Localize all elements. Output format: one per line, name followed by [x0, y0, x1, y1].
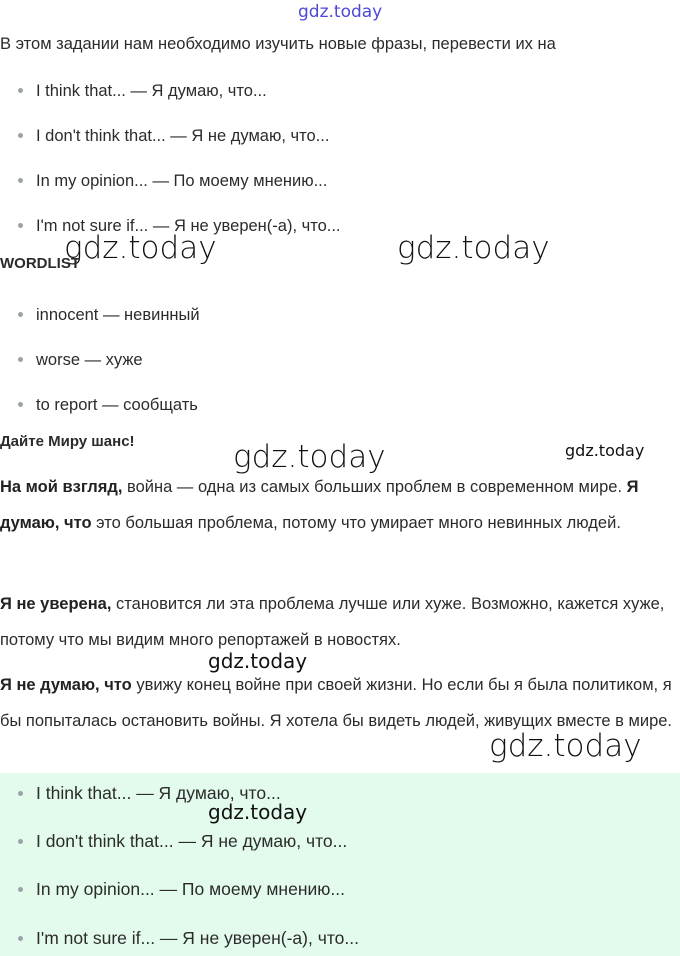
watermark: gdz.today — [298, 2, 383, 22]
list-item: I don't think that... — Я не думаю, что... — [18, 831, 347, 852]
bullet-icon — [18, 402, 23, 407]
bullet-icon — [18, 133, 23, 138]
bullet-icon — [18, 936, 23, 941]
list-item: I don't think that... — Я не думаю, что... — [18, 127, 329, 146]
list-item: worse — хуже — [18, 351, 143, 370]
watermark: gdz.today — [208, 800, 308, 824]
watermark: gdz.today — [565, 441, 645, 460]
watermark: gdz.today — [208, 649, 308, 673]
bullet-icon — [18, 357, 23, 362]
bullet-icon — [18, 223, 23, 228]
list-item: I'm not sure if... — Я не уверен(-а), что... — [18, 217, 341, 236]
watermark: gdz.today — [233, 439, 386, 475]
essay-paragraph-1: На мой взгляд, война — одна из самых больших проблем в современном мире. Я думаю, что это большая проблема, потому что умирает много невинных людей. — [0, 478, 639, 532]
wordlist-heading: WORDLIST — [0, 255, 80, 272]
watermark: gdz.today — [397, 230, 550, 266]
bullet-icon — [18, 178, 23, 183]
list-item: In my opinion... — По моему мнению... — [18, 879, 345, 900]
list-item: I think that... — Я думаю, что... — [18, 82, 267, 101]
list-item: In my opinion... — По моему мнению... — [18, 172, 327, 191]
list-item: innocent — невинный — [18, 306, 200, 325]
essay-paragraph-2: Я не уверена, становится ли эта проблема лучше или хуже. Возможно, кажется хуже, потому что мы видим много репортажей в новостях. — [0, 595, 665, 649]
intro-text: В этом задании нам необходимо изучить новые фразы, перевести их на — [0, 35, 556, 53]
list-item: I think that... — Я думаю, что... — [18, 783, 281, 804]
bullet-icon — [18, 312, 23, 317]
bullet-icon — [18, 88, 23, 93]
essay-paragraph-3: Я не думаю, что увижу конец войне при своей жизни. Но если бы я была политиком, я бы попыталась остановить войны. Я хотела бы видеть людей, живущих вместе в мире. — [0, 676, 673, 730]
list-item: to report — сообщать — [18, 396, 198, 415]
essay-title: Дайте Миру шанс! — [0, 433, 135, 450]
list-item: I'm not sure if... — Я не уверен(-а), что... — [18, 928, 359, 949]
bullet-icon — [18, 887, 23, 892]
watermark: gdz.today — [489, 728, 642, 764]
bullet-icon — [18, 839, 23, 844]
bullet-icon — [18, 791, 23, 796]
watermark: gdz.today — [64, 230, 217, 266]
phrases-summary-block — [0, 773, 680, 956]
